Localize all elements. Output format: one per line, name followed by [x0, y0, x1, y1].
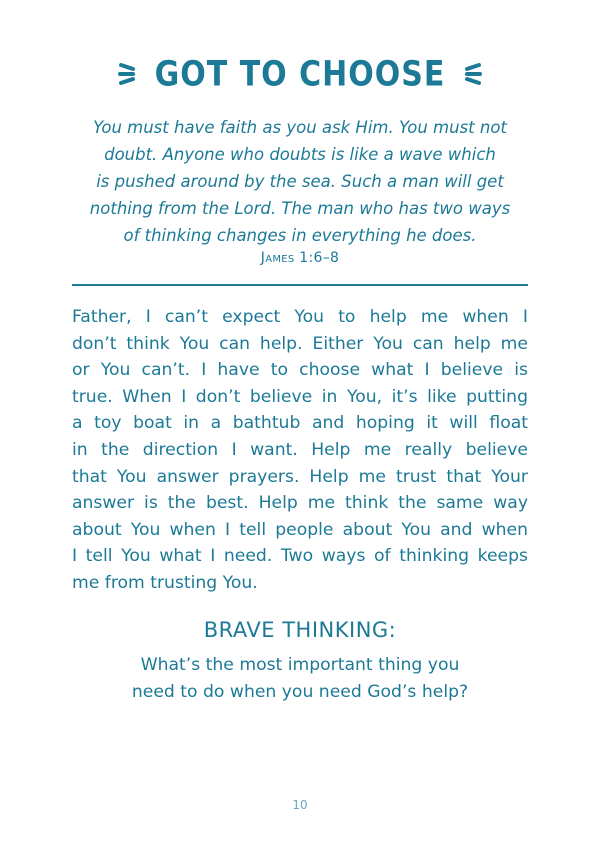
verse-line: nothing from the Lord. The man who has two ways — [89, 199, 511, 218]
verse-line: doubt. Anyone who doubts is like a wave which — [104, 145, 496, 164]
brave-thinking-question — [0, 652, 600, 706]
prayer-line: I tell You what I need. Two ways of thinking keeps — [72, 546, 528, 567]
burst-left-icon — [117, 59, 141, 89]
prayer-line: that You answer prayers. Help me trust that Your — [72, 466, 528, 487]
question-line: need to do when you need God’s help? — [131, 682, 469, 702]
prayer-line: don’t think You can help. Either You can help me — [72, 333, 528, 354]
prayer-line: me from trusting You. — [72, 572, 258, 593]
divider — [72, 284, 528, 286]
prayer-line: in the direction I want. Help me really believe — [72, 439, 528, 460]
verse-line: You must have faith as you ask Him. You must not — [93, 118, 507, 137]
question-line: What’s the most important thing you — [140, 655, 460, 675]
verse-line: of thinking changes in everything he does. — [123, 226, 477, 245]
prayer-line: true. When I don’t believe in You, it’s like putting — [72, 386, 528, 407]
prayer-line: or You can’t. I have to choose what I believe is — [72, 360, 528, 381]
page-number: 10 — [292, 798, 308, 812]
scripture-verse — [60, 114, 540, 249]
verse-reference: James 1:6–8 — [260, 250, 340, 266]
title-row — [0, 52, 600, 96]
prayer-line: about You when I tell people about You and when — [72, 519, 528, 540]
verse-line: is pushed around by the sea. Such a man will get — [96, 172, 504, 191]
prayer-text — [72, 304, 528, 597]
prayer-line: answer is the best. Help me think the same way — [72, 493, 528, 514]
prayer-line: Father, I can’t expect You to help me when I — [72, 307, 528, 327]
brave-thinking-heading: BRAVE THINKING: — [203, 618, 397, 642]
prayer-line: a toy boat in a bathtub and hoping it will float — [72, 413, 528, 434]
burst-right-icon — [459, 59, 483, 89]
page-title: GOT TO CHOOSE — [154, 53, 446, 95]
